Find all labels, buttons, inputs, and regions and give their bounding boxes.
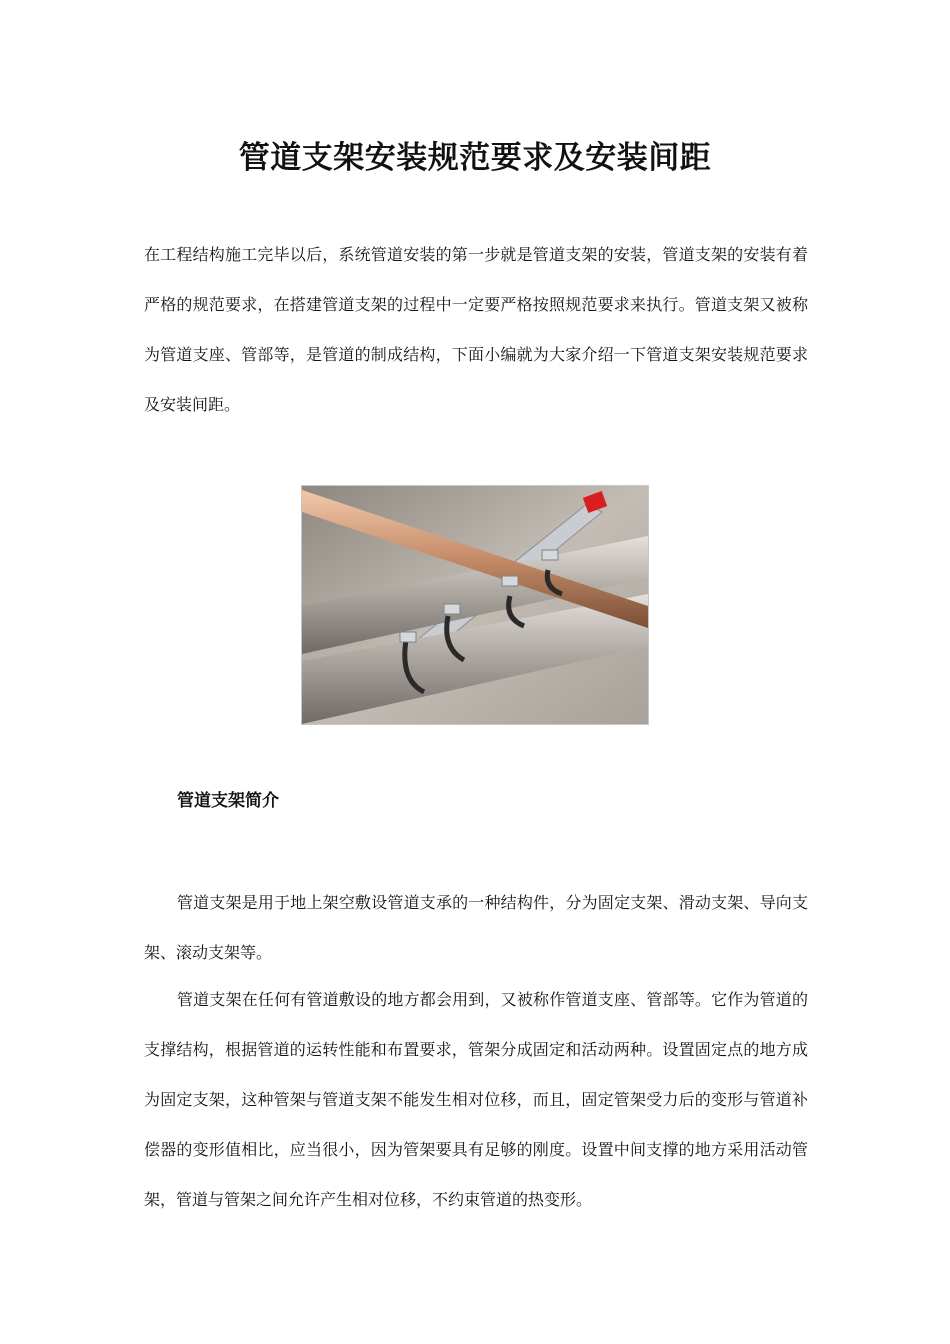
bracket-1: [400, 632, 416, 642]
bracket-2: [444, 604, 460, 614]
body-paragraph-1: 管道支架是用于地上架空敷设管道支承的一种结构件，分为固定支架、滑动支架、导向支架、滚动支架等。: [144, 893, 808, 962]
section-heading: 管道支架简介: [177, 791, 279, 811]
pipe-support-illustration: [302, 486, 648, 724]
bracket-3: [502, 576, 518, 586]
body-paragraph-2: 管道支架在任何有管道敷设的地方都会用到，又被称作管道支座、管部等。它作为管道的支撑结构，根据管道的运转性能和布置要求，管架分成固定和活动两种。设置固定点的地方成为固定支架，这种管架与管道支架不能发生相对位移，而且，固定管架受力后的变形与管道补偿器的变形值相比，应当很小，因为管架要具有足够的刚度。设置中间支撑的地方采用活动管架，管道与管架之间允许产生相对位移，不约束管道的热变形。: [144, 990, 808, 1209]
bracket-4: [542, 550, 558, 560]
page-title: 管道支架安装规范要求及安装间距: [238, 140, 712, 176]
pipe-support-photo: [301, 485, 649, 725]
intro-paragraph: 在工程结构施工完毕以后，系统管道安装的第一步就是管道支架的安装，管道支架的安装有着严格的规范要求，在搭建管道支架的过程中一定要严格按照规范要求来执行。管道支架又被称为管道支座、管部等，是管道的制成结构，下面小编就为大家介绍一下管道支架安装规范要求及安装间距。: [144, 245, 808, 414]
